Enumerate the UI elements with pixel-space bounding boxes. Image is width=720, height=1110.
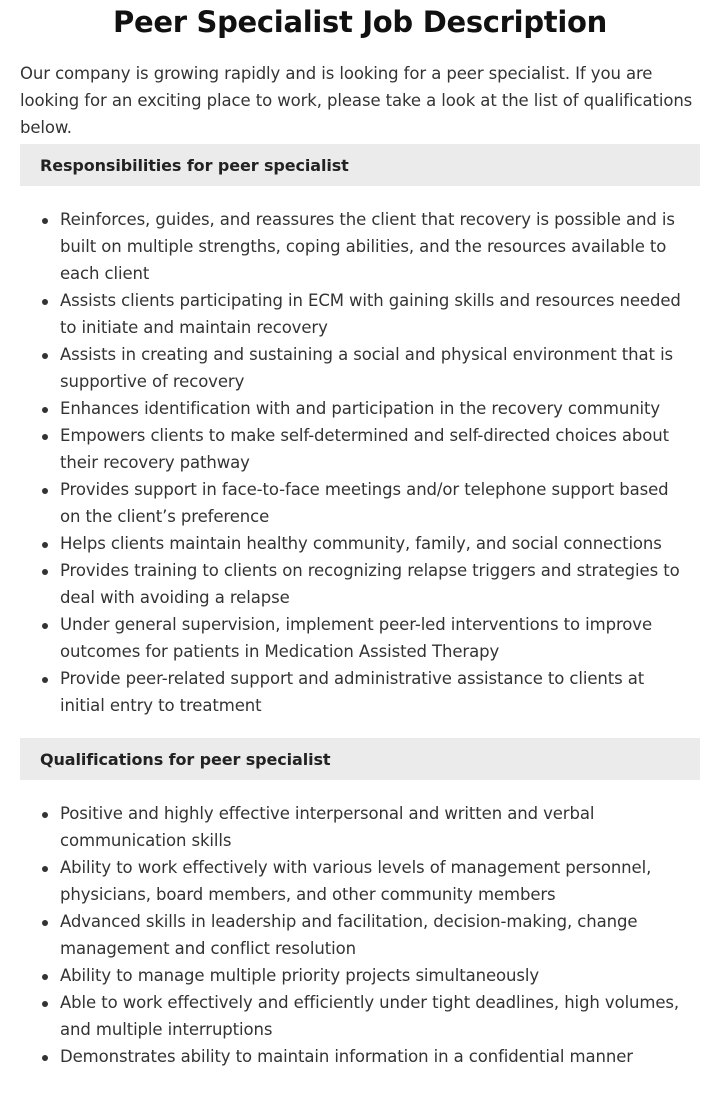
list-item — [20, 908, 700, 962]
bullet-dot-icon — [42, 407, 48, 413]
list-item — [20, 962, 700, 989]
list-item-text: Able to work effectively and efficiently under tight deadlines, high volumes, and multiple interruptions — [60, 993, 680, 1039]
bullet-dot-icon — [42, 434, 48, 440]
list-item-text: Provides support in face-to-face meetings and/or telephone support based on the client’s preference — [60, 480, 669, 526]
bullet-dot-icon — [42, 569, 48, 575]
bullet-dot-icon — [42, 623, 48, 629]
qualifications-heading-text: Qualifications for peer specialist — [40, 749, 331, 769]
list-item — [20, 422, 700, 476]
qualifications-heading — [20, 738, 700, 780]
responsibilities-heading-text: Responsibilities for peer specialist — [40, 155, 349, 175]
qualifications-section — [20, 738, 700, 1070]
list-item — [20, 395, 700, 422]
list-item-text: Helps clients maintain healthy community, family, and social connections — [60, 534, 662, 553]
list-item-text: Enhances identification with and participation in the recovery community — [60, 399, 661, 418]
list-item-text: Assists clients participating in ECM with gaining skills and resources needed to initiate and maintain recovery — [60, 291, 681, 337]
bullet-dot-icon — [42, 299, 48, 305]
list-item-text: Provide peer-related support and administrative assistance to clients at initial entry to treatment — [60, 669, 645, 715]
list-item — [20, 287, 700, 341]
responsibilities-heading — [20, 144, 700, 186]
list-item — [20, 1043, 700, 1070]
list-item — [20, 611, 700, 665]
list-item — [20, 530, 700, 557]
bullet-dot-icon — [42, 353, 48, 359]
list-item-text: Demonstrates ability to maintain information in a confidential manner — [60, 1047, 633, 1066]
bullet-dot-icon — [42, 974, 48, 980]
list-item-text: Reinforces, guides, and reassures the client that recovery is possible and is built on multiple strengths, coping abilities, and the resources available to each client — [60, 210, 675, 283]
responsibilities-list — [20, 186, 700, 738]
bullet-dot-icon — [42, 218, 48, 224]
qualifications-list — [20, 780, 700, 1070]
list-item-text: Ability to manage multiple priority projects simultaneously — [60, 966, 540, 985]
list-item — [20, 557, 700, 611]
bullet-dot-icon — [42, 1001, 48, 1007]
bullet-dot-icon — [42, 866, 48, 872]
bullet-dot-icon — [42, 488, 48, 494]
bullet-dot-icon — [42, 542, 48, 548]
list-item — [20, 341, 700, 395]
responsibilities-section — [20, 144, 700, 738]
intro-paragraph: Our company is growing rapidly and is looking for a peer specialist. If you are looking for an exciting place to work, please take a look at the list of qualifications below. — [20, 64, 693, 137]
list-item-text: Positive and highly effective interpersonal and written and verbal communication skills — [60, 804, 595, 850]
list-item-text: Empowers clients to make self-determined and self-directed choices about their recovery pathway — [60, 426, 669, 472]
bullet-dot-icon — [42, 920, 48, 926]
list-item — [20, 206, 700, 287]
list-item — [20, 989, 700, 1043]
bullet-dot-icon — [42, 812, 48, 818]
list-item — [20, 476, 700, 530]
list-item — [20, 665, 700, 719]
bullet-dot-icon — [42, 1055, 48, 1061]
list-item — [20, 800, 700, 854]
bullet-dot-icon — [42, 677, 48, 683]
page-title: Peer Specialist Job Description — [113, 5, 607, 39]
list-item-text: Advanced skills in leadership and facilitation, decision-making, change management and conflict resolution — [60, 912, 638, 958]
list-item — [20, 854, 700, 908]
list-item-text: Ability to work effectively with various levels of management personnel, physicians, board members, and other community members — [60, 858, 652, 904]
list-item-text: Under general supervision, implement peer-led interventions to improve outcomes for patients in Medication Assisted Therapy — [60, 615, 652, 661]
list-item-text: Provides training to clients on recognizing relapse triggers and strategies to deal with avoiding a relapse — [60, 561, 680, 607]
list-item-text: Assists in creating and sustaining a social and physical environment that is supportive of recovery — [60, 345, 674, 391]
